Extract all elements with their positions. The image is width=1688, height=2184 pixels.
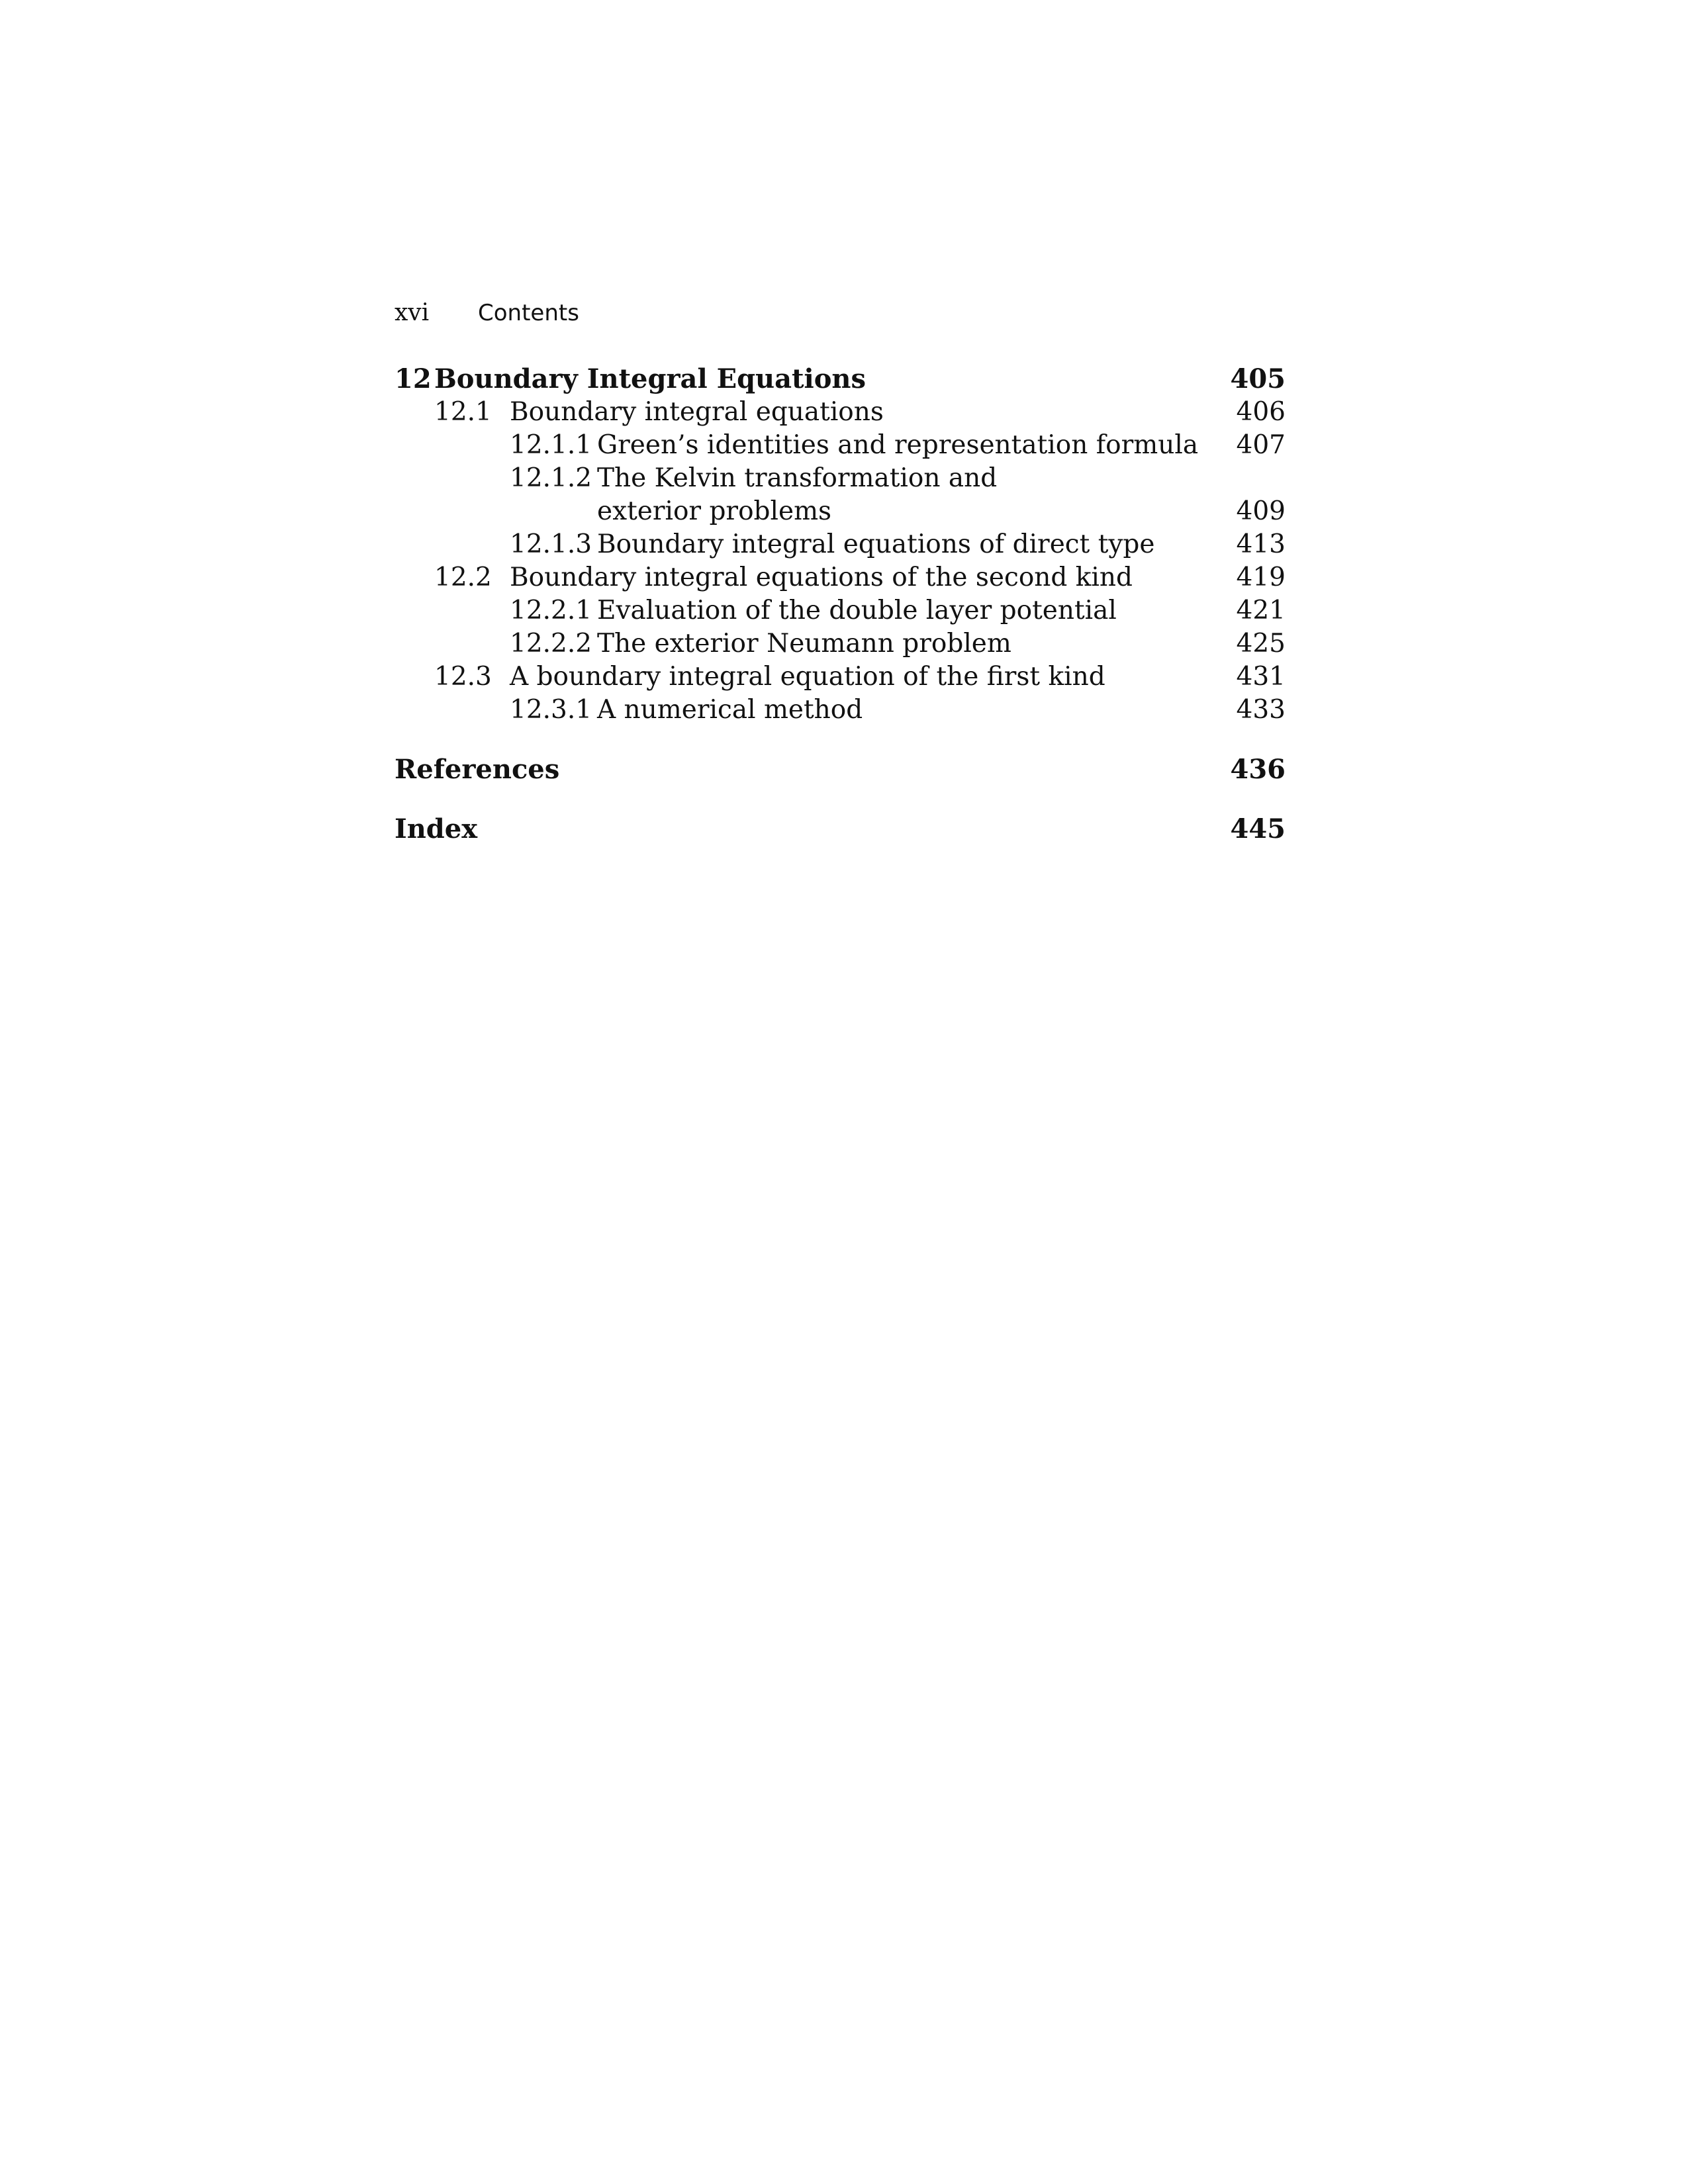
subsection-page-number: 407 [1237, 429, 1286, 462]
subsection-page-number: 421 [1237, 594, 1286, 627]
page-folio: xvi [395, 299, 430, 326]
section-title: Boundary integral equations [510, 396, 893, 429]
section-number: 12.2 [434, 563, 492, 592]
toc-entry-12-1-2-continued[interactable] [395, 495, 1286, 528]
subsection-number: 12.1.3 [510, 529, 592, 559]
subsection-page-number: 409 [1237, 495, 1286, 528]
running-head [395, 296, 1286, 330]
references-page-number: 436 [1230, 754, 1286, 785]
subsection-title: Evaluation of the double layer potential [597, 594, 1126, 627]
toc-chapter-12[interactable] [395, 363, 1286, 396]
toc-entry-12-2[interactable] [395, 561, 1286, 594]
index-title: Index [395, 813, 487, 846]
subsection-title: The Kelvin transformation and [597, 462, 1006, 495]
section-page-number: 431 [1237, 660, 1286, 694]
section-page-number: 419 [1237, 561, 1286, 594]
section-page-number: 406 [1237, 396, 1286, 429]
chapter-page-number: 405 [1230, 363, 1286, 394]
references-title: References [395, 753, 569, 786]
section-number: 12.1 [434, 397, 492, 427]
chapter-title: Boundary Integral Equations [434, 363, 875, 396]
index-page-number: 445 [1230, 813, 1286, 844]
toc-entry-12-2-2[interactable] [395, 627, 1286, 660]
toc-entry-12-3-1[interactable] [395, 694, 1286, 727]
subsection-page-number: 433 [1237, 694, 1286, 727]
toc-entry-12-1-1[interactable] [395, 429, 1286, 462]
subsection-title: The exterior Neumann problem [597, 627, 1021, 660]
toc-entry-12-2-1[interactable] [395, 594, 1286, 627]
toc-index[interactable] [395, 813, 1286, 846]
subsection-title-continued: exterior problems [597, 495, 841, 528]
section-title: A boundary integral equation of the first kind [510, 660, 1115, 694]
toc-entry-12-3[interactable] [395, 660, 1286, 694]
subsection-page-number: 425 [1237, 627, 1286, 660]
subsection-number: 12.1.1 [510, 430, 592, 460]
table-of-contents [395, 363, 1286, 846]
subsection-title: Green’s identities and representation formula [597, 429, 1207, 462]
section-title: Boundary integral equations of the second kind [510, 561, 1142, 594]
subsection-number: 12.1.2 [510, 463, 592, 493]
subsection-title: A numerical method [597, 694, 872, 727]
toc-entry-12-1-3[interactable] [395, 528, 1286, 561]
toc-entry-12-1[interactable] [395, 396, 1286, 429]
spacer [395, 786, 1286, 813]
chapter-number: 12 [395, 363, 432, 394]
toc-entry-12-1-2[interactable] [395, 462, 1286, 495]
running-head-title: Contents [478, 300, 579, 326]
subsection-number: 12.3.1 [510, 695, 592, 725]
subsection-page-number: 413 [1237, 528, 1286, 561]
subsection-number: 12.2.1 [510, 596, 592, 625]
subsection-title: Boundary integral equations of direct type [597, 528, 1164, 561]
toc-references[interactable] [395, 753, 1286, 786]
section-number: 12.3 [434, 662, 492, 692]
subsection-number: 12.2.2 [510, 629, 592, 659]
spacer [395, 727, 1286, 753]
